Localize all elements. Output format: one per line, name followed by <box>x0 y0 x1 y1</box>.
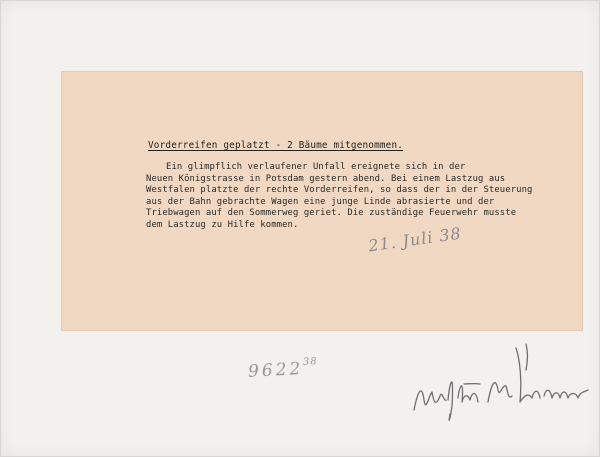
handwritten-archive-number <box>247 356 318 382</box>
handwritten-date: 21. Juli 38 <box>367 223 463 256</box>
caption-line: Ein glimpflich verlaufener Unfall ereignete sich in der <box>166 162 466 172</box>
caption-title: Vorderreifen geplatzt - 2 Bäume mitgenommen. <box>148 140 404 151</box>
archive-number: 9622 <box>247 358 304 382</box>
caption-line: aus der Bahn gebrachte Wagen eine junge Linde abrasierte und der <box>146 196 495 207</box>
caption-line: Westfalen platzte der rechte Vorderreifen, so dass der in der Steuerung <box>146 185 533 196</box>
caption-line: Neuen Königstrasse in Potsdam gestern abend. Bei einem Lastzug aus <box>146 173 506 184</box>
handwritten-signature <box>408 340 593 430</box>
archive-number-year: 38 <box>302 356 318 368</box>
caption-line: Triebwagen auf den Sommerweg geriet. Die zuständige Feuerwehr musste <box>146 208 517 219</box>
caption-body <box>146 162 586 232</box>
caption-line: dem Lastzug zu Hilfe kommen. <box>146 219 299 230</box>
